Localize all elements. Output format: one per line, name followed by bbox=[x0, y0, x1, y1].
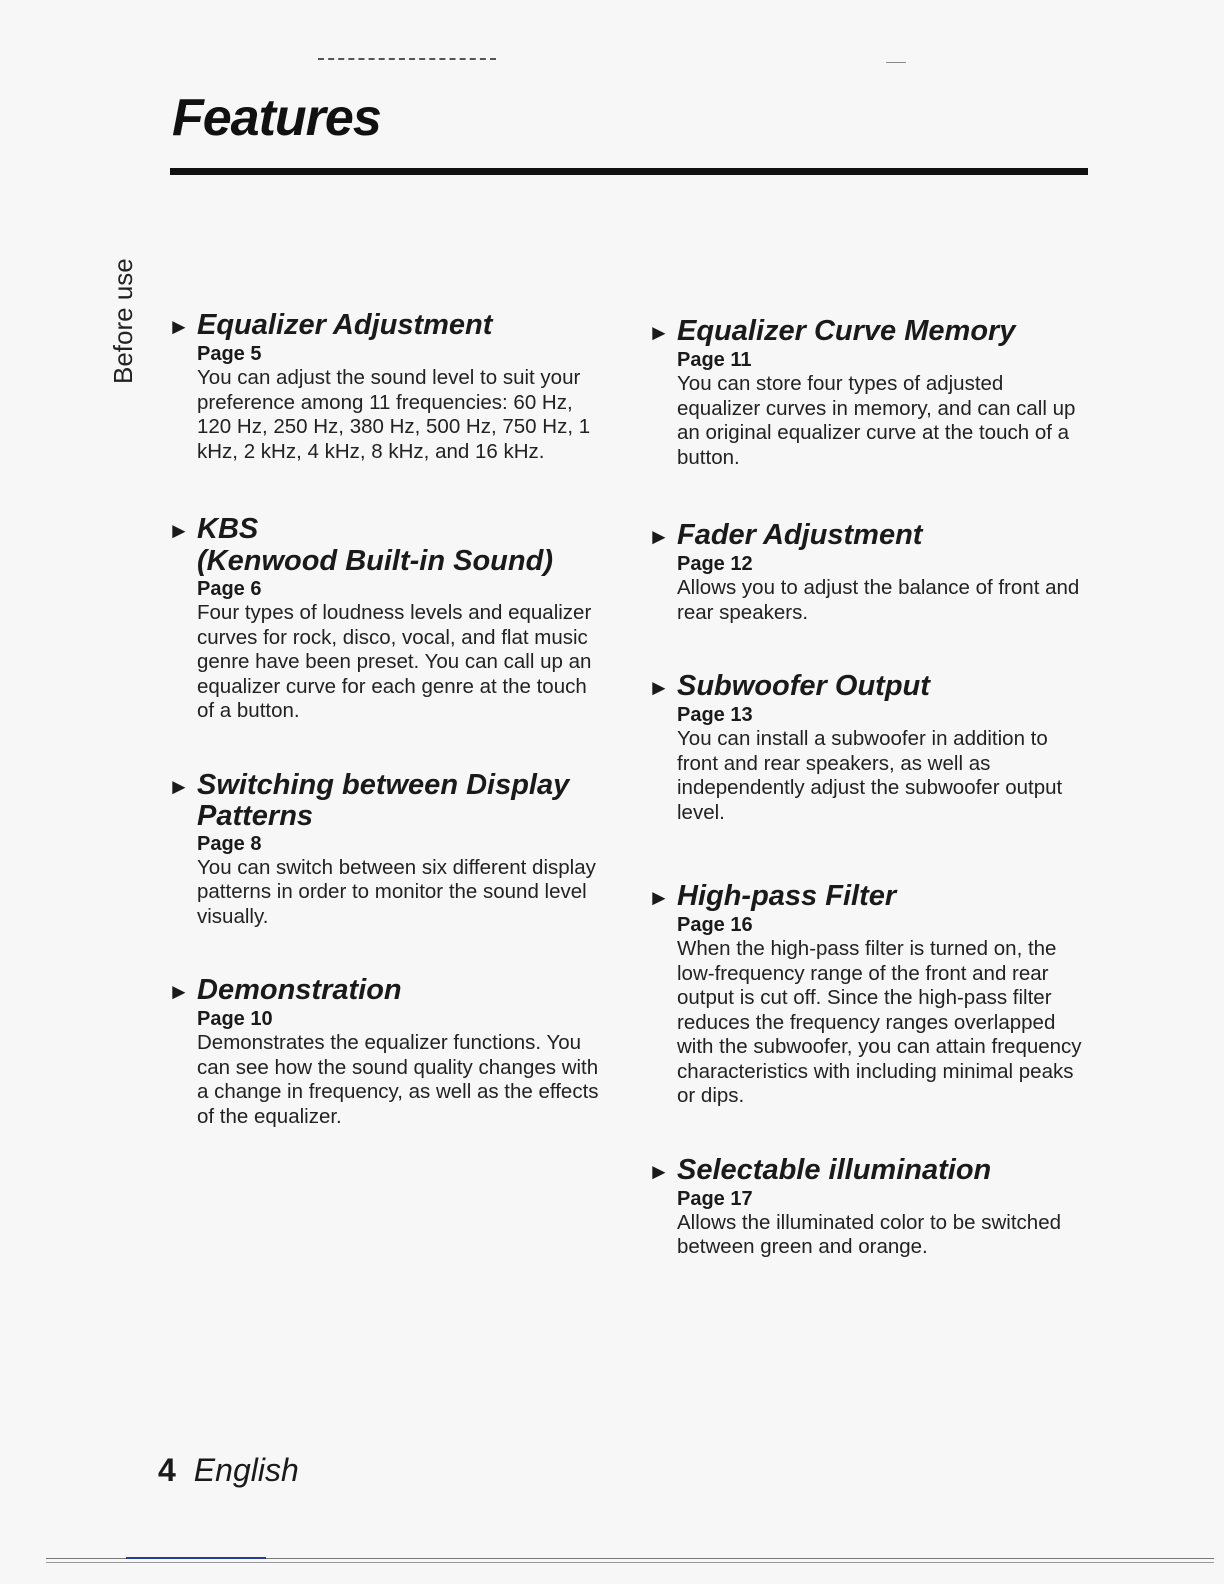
feature-description: You can install a subwoofer in addition to front and rear speakers, as well as independently adjust the subwoofer output level. bbox=[677, 727, 1063, 824]
side-tab-label: Before use bbox=[108, 258, 138, 384]
left-column bbox=[168, 310, 608, 1165]
bottom-blue-accent bbox=[126, 1557, 266, 1559]
feature-title: High-pass Filter bbox=[677, 880, 897, 912]
feature-subwoofer-output bbox=[648, 671, 1088, 825]
triangle-arrow-icon: ► bbox=[648, 1158, 670, 1184]
feature-title: Equalizer Adjustment bbox=[197, 309, 493, 341]
feature-page-ref: Page 13 bbox=[677, 704, 753, 726]
feature-page-ref: Page 16 bbox=[677, 914, 753, 936]
page-title: Features bbox=[172, 89, 381, 147]
feature-description: Demonstrates the equalizer functions. You can see how the sound quality changes with a change in frequency, as well as the effects of the equalizer. bbox=[197, 1031, 599, 1128]
feature-description: Four types of loudness levels and equalizer curves for rock, disco, vocal, and flat music genre have been preset. You can call up an equalizer curve for each genre at the touch of a button. bbox=[197, 601, 592, 722]
feature-title: Subwoofer Output bbox=[677, 670, 930, 702]
feature-title: Equalizer Curve Memory bbox=[677, 315, 1016, 347]
feature-kbs bbox=[168, 514, 608, 724]
feature-demonstration bbox=[168, 975, 608, 1129]
feature-description: You can switch between six different display patterns in order to monitor the sound level visually. bbox=[197, 855, 596, 928]
feature-equalizer-curve-memory bbox=[648, 316, 1088, 470]
feature-title: KBS bbox=[197, 513, 259, 545]
feature-subtitle: (Kenwood Built-in Sound) bbox=[197, 545, 553, 577]
right-column bbox=[648, 316, 1088, 1296]
feature-description: When the high-pass filter is turned on, the low-frequency range of the front and rear output is cut off. Since the high-pass filter reduces the frequency ranges overlapped with the subwoofer, you can attain frequency characteristics with including minimal peaks or dips. bbox=[677, 937, 1082, 1107]
feature-page-ref: Page 17 bbox=[677, 1187, 753, 1210]
title-rule bbox=[170, 168, 1088, 175]
feature-display-patterns bbox=[168, 770, 608, 930]
triangle-arrow-icon: ► bbox=[648, 885, 670, 910]
triangle-arrow-icon: ► bbox=[168, 979, 190, 1004]
top-tick-mark bbox=[886, 62, 906, 63]
feature-title: Switching between Display Patterns bbox=[197, 768, 570, 832]
feature-page-ref: Page 6 bbox=[197, 578, 262, 600]
feature-description: Allows the illuminated color to be switched between green and orange. bbox=[677, 1210, 1061, 1258]
feature-title: Demonstration bbox=[197, 974, 402, 1006]
feature-equalizer-adjustment bbox=[168, 310, 608, 464]
triangle-arrow-icon: ► bbox=[648, 320, 670, 345]
triangle-arrow-icon: ► bbox=[168, 518, 190, 543]
feature-description: You can store four types of adjusted equalizer curves in memory, and can call up an original equalizer curve at the touch of a button. bbox=[677, 372, 1076, 469]
feature-page-ref: Page 11 bbox=[677, 349, 752, 371]
triangle-arrow-icon: ► bbox=[648, 675, 670, 700]
feature-description: You can adjust the sound level to suit your preference among 11 frequencies: 60 Hz, 120 Hz, 250 Hz, 380 Hz, 500 Hz, 750 Hz, 1 kHz, 2 kHz, 4 kHz, 8 kHz, and 16 kHz. bbox=[197, 366, 591, 463]
feature-fader-adjustment bbox=[648, 520, 1088, 625]
feature-high-pass-filter bbox=[648, 881, 1088, 1109]
triangle-arrow-icon: ► bbox=[168, 773, 190, 799]
feature-title: Selectable illumination bbox=[677, 1153, 992, 1186]
feature-description: Allows you to adjust the balance of front and rear speakers. bbox=[677, 576, 1080, 624]
feature-page-ref: Page 5 bbox=[197, 343, 262, 365]
triangle-arrow-icon: ► bbox=[168, 314, 190, 339]
page-footer bbox=[158, 1452, 299, 1489]
feature-page-ref: Page 8 bbox=[197, 832, 262, 855]
top-dashed-line bbox=[318, 58, 496, 60]
triangle-arrow-icon: ► bbox=[648, 524, 670, 549]
feature-selectable-illumination bbox=[648, 1155, 1088, 1260]
bottom-rule-secondary bbox=[46, 1562, 1214, 1563]
language-label: English bbox=[193, 1452, 299, 1488]
feature-page-ref: Page 10 bbox=[197, 1008, 273, 1030]
page-number: 4 bbox=[158, 1452, 176, 1488]
feature-page-ref: Page 12 bbox=[677, 553, 753, 575]
feature-title: Fader Adjustment bbox=[677, 519, 923, 551]
